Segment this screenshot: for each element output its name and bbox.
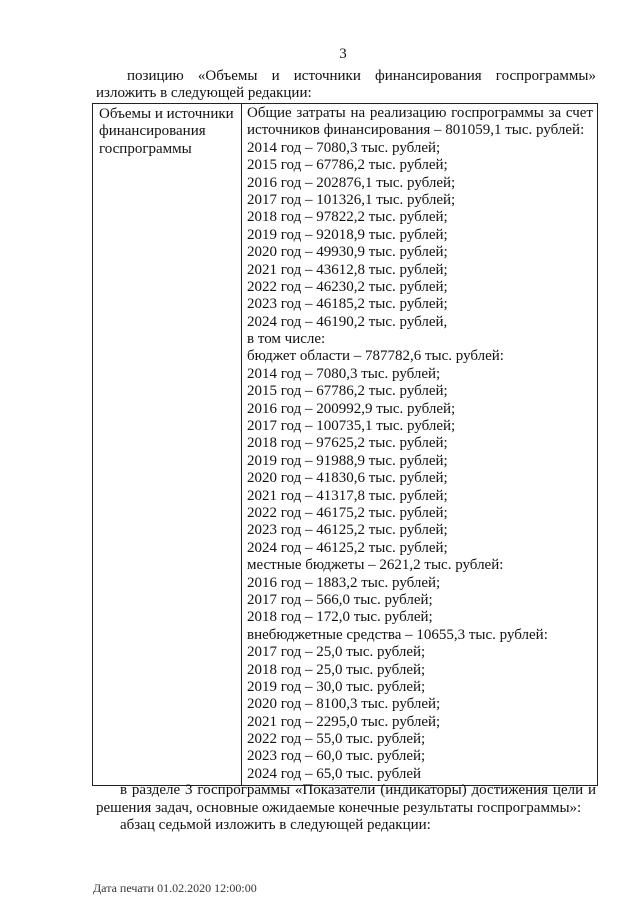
- funding-line: источников финансирования – 801059,1 тыс. рублей:: [247, 122, 585, 139]
- funding-line: 2024 год – 46125,2 тыс. рублей;: [247, 539, 448, 556]
- label-line: Объемы и источники: [99, 106, 234, 122]
- funding-line: 2021 год – 41317,8 тыс. рублей;: [247, 487, 448, 504]
- paragraph-line: абзац седьмой изложить в следующей редакции:: [120, 817, 431, 833]
- funding-line: бюджет области – 787782,6 тыс. рублей:: [247, 348, 504, 365]
- funding-line: 2022 год – 55,0 тыс. рублей;: [247, 731, 426, 748]
- funding-line: 2020 год – 41830,6 тыс. рублей;: [247, 470, 448, 487]
- funding-line: внебюджетные средства – 10655,3 тыс. рублей:: [247, 626, 548, 643]
- funding-line: 2017 год – 101326,1 тыс. рублей;: [247, 191, 456, 208]
- funding-line: 2021 год – 2295,0 тыс. рублей;: [247, 713, 441, 730]
- funding-details-cell: [242, 104, 598, 786]
- funding-label-cell: [93, 104, 242, 786]
- funding-line: 2018 год – 97625,2 тыс. рублей;: [247, 435, 448, 452]
- funding-line: 2014 год – 7080,3 тыс. рублей;: [247, 139, 441, 156]
- funding-line: 2021 год – 43612,8 тыс. рублей;: [247, 261, 448, 278]
- funding-line: Общие затраты на реализацию госпрограммы за счет: [247, 105, 593, 121]
- funding-line: 2022 год – 46175,2 тыс. рублей;: [247, 504, 448, 521]
- funding-line: 2023 год – 46125,2 тыс. рублей;: [247, 522, 448, 539]
- funding-line: 2019 год – 92018,9 тыс. рублей;: [247, 226, 448, 243]
- funding-line: 2014 год – 7080,3 тыс. рублей;: [247, 365, 441, 382]
- funding-line: 2024 год – 46190,2 тыс. рублей,: [247, 313, 448, 330]
- paragraph-line: в разделе 3 госпрограммы «Показатели (индикаторы) достижения цели и: [120, 782, 596, 798]
- label-line: финансирования: [99, 123, 206, 140]
- funding-line: 2019 год – 30,0 тыс. рублей;: [247, 678, 426, 695]
- paragraph-line: решения задач, основные ожидаемые конечные результаты госпрограммы»:: [96, 799, 582, 816]
- page-number: 3: [339, 46, 347, 62]
- label-line: госпрограммы: [99, 140, 192, 157]
- section3-paragraph: [96, 782, 596, 835]
- funding-line: 2018 год – 97822,2 тыс. рублей;: [247, 209, 448, 226]
- funding-line: 2015 год – 67786,2 тыс. рублей;: [247, 383, 448, 400]
- funding-line: 2018 год – 172,0 тыс. рублей;: [247, 609, 433, 626]
- funding-line: 2020 год – 49930,9 тыс. рублей;: [247, 244, 448, 261]
- funding-line: местные бюджеты – 2621,2 тыс. рублей:: [247, 557, 504, 574]
- funding-line: 2016 год – 1883,2 тыс. рублей;: [247, 574, 441, 591]
- funding-line: 2017 год – 566,0 тыс. рублей;: [247, 591, 433, 608]
- funding-table: [92, 103, 598, 786]
- intro-line: изложить в следующей редакции:: [96, 85, 312, 101]
- funding-line: 2017 год – 100735,1 тыс. рублей;: [247, 418, 456, 435]
- print-date: Дата печати 01.02.2020 12:00:00: [93, 881, 257, 895]
- funding-line: 2016 год – 200992,9 тыс. рублей;: [247, 400, 456, 417]
- funding-line: 2018 год – 25,0 тыс. рублей;: [247, 661, 426, 678]
- funding-line: 2024 год – 65,0 тыс. рублей: [247, 765, 422, 782]
- funding-line: 2019 год – 91988,9 тыс. рублей;: [247, 452, 448, 469]
- funding-line: 2023 год – 46185,2 тыс. рублей;: [247, 296, 448, 313]
- funding-line: 2017 год – 25,0 тыс. рублей;: [247, 644, 426, 661]
- funding-line: 2022 год – 46230,2 тыс. рублей;: [247, 278, 448, 295]
- table-row: [93, 104, 598, 786]
- funding-line: 2015 год – 67786,2 тыс. рублей;: [247, 157, 448, 174]
- intro-line: позицию «Объемы и источники финансирования госпрограммы»: [127, 68, 596, 84]
- funding-line: в том числе:: [247, 331, 326, 348]
- funding-line: 2016 год – 202876,1 тыс. рублей;: [247, 174, 456, 191]
- funding-line: 2023 год – 60,0 тыс. рублей;: [247, 748, 426, 765]
- funding-line: 2020 год – 8100,3 тыс. рублей;: [247, 696, 441, 713]
- intro-paragraph: [96, 68, 596, 102]
